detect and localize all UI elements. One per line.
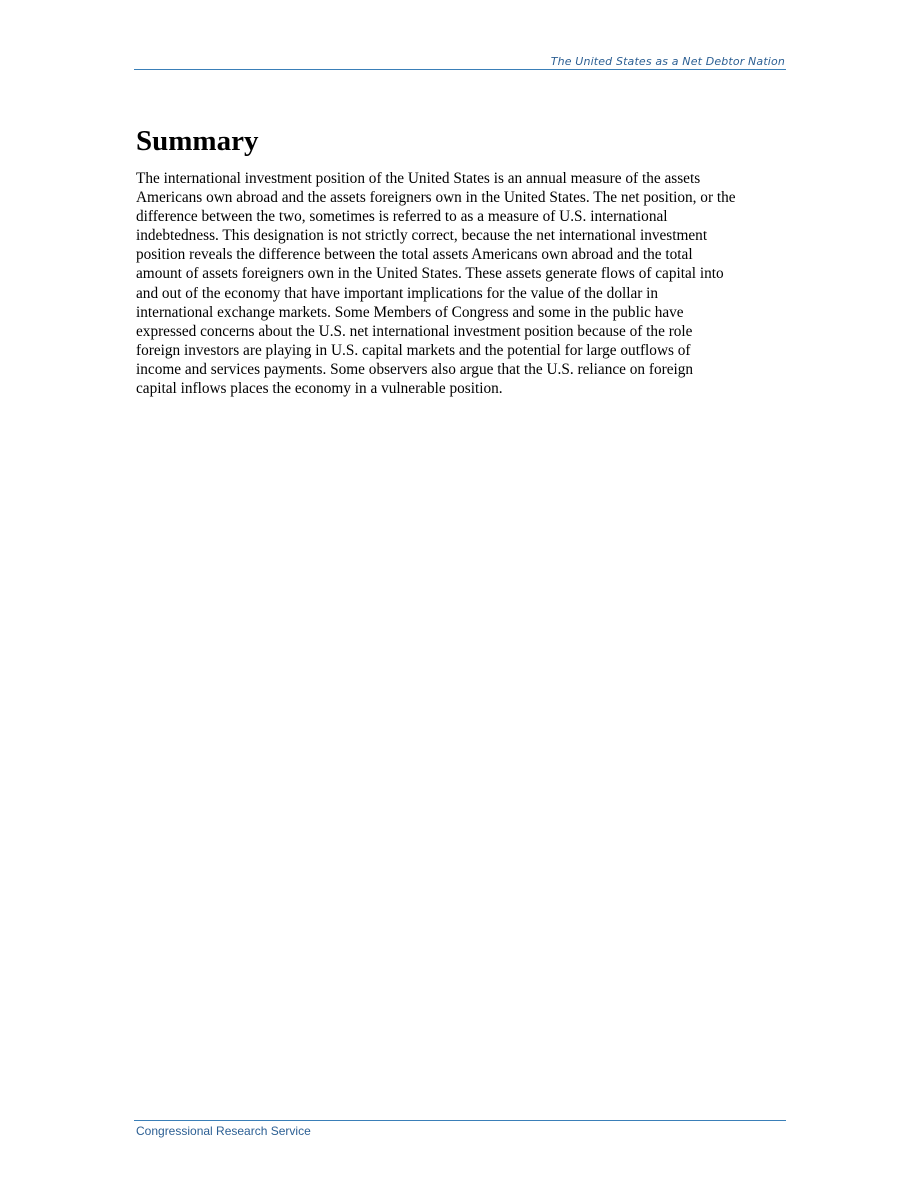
summary-heading: Summary	[136, 125, 259, 157]
summary-line: capital inflows places the economy in a vulnerable position.	[136, 380, 503, 398]
running-footer	[134, 1120, 786, 1138]
summary-line: position reveals the difference between the total assets Americans own abroad and the total	[136, 246, 693, 264]
summary-line: foreign investors are playing in U.S. capital markets and the potential for large outflows of	[136, 341, 691, 359]
summary-line: amount of assets foreigners own in the United States. These assets generate flows of capital into	[136, 265, 724, 283]
running-header	[134, 54, 786, 70]
summary-line: The international investment position of the United States is an annual measure of the assets	[136, 170, 701, 187]
summary-line: Americans own abroad and the assets foreigners own in the United States. The net position, or the	[136, 189, 736, 207]
summary-line: international exchange markets. Some Members of Congress and some in the public have	[136, 303, 684, 321]
summary-line: expressed concerns about the U.S. net international investment position because of the role	[136, 322, 693, 340]
running-header-title: The United States as a Net Debtor Nation	[550, 55, 785, 68]
summary-line: indebtedness. This designation is not strictly correct, because the net international investment	[136, 227, 708, 245]
summary-line: and out of the economy that have important implications for the value of the dollar in	[136, 284, 659, 302]
summary-line: income and services payments. Some observers also argue that the U.S. reliance on foreign	[136, 360, 694, 378]
summary-paragraph	[136, 169, 792, 398]
summary-line: difference between the two, sometimes is referred to as a measure of U.S. international	[136, 208, 668, 226]
footer-organization: Congressional Research Service	[136, 1124, 311, 1138]
